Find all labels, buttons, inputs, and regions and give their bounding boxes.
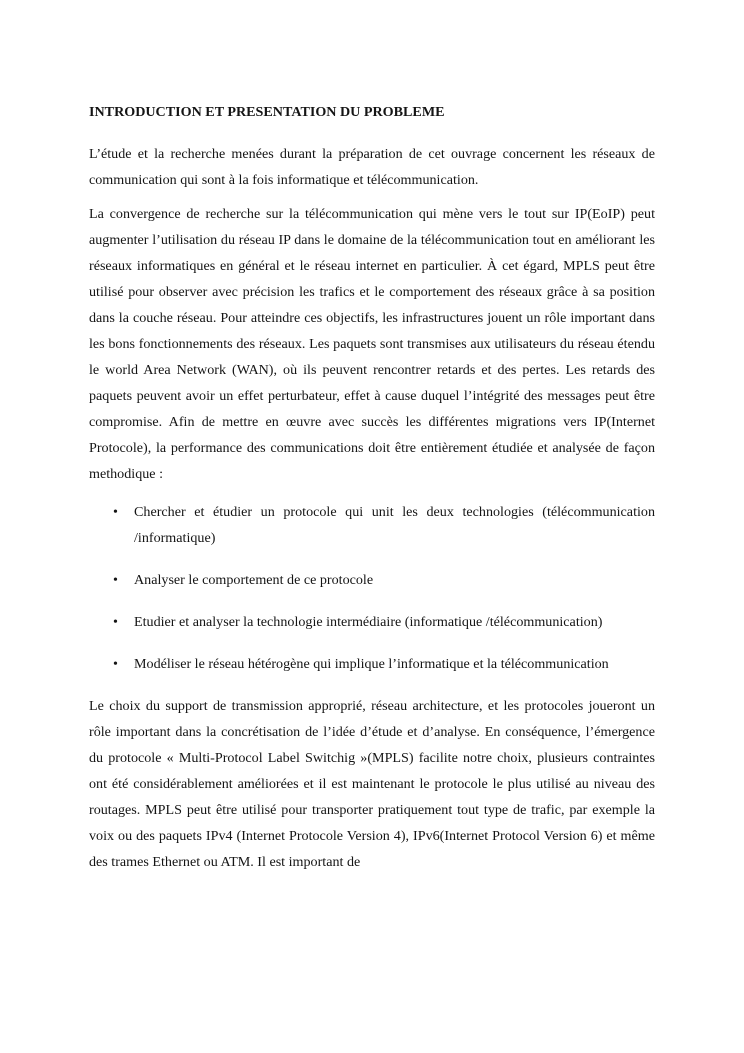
section-heading: INTRODUCTION ET PRESENTATION DU PROBLEME (89, 104, 445, 120)
intro-paragraph: L’étude et la recherche menées durant la préparation de cet ouvrage concernent les réseaux de communication qui sont à la fois informatique et télécommunication. (89, 146, 655, 188)
bullet-dot-icon: • (113, 614, 118, 630)
list-item-text: Analyser le comportement de ce protocole (134, 572, 374, 588)
objectives-list (89, 499, 655, 677)
list-item (89, 499, 655, 551)
list-item (89, 567, 655, 593)
bullet-dot-icon: • (113, 572, 118, 588)
list-item-text: Etudier et analyser la technologie intermédiaire (informatique /télécommunication) (134, 614, 603, 630)
document-body (89, 101, 655, 883)
convergence-paragraph: La convergence de recherche sur la télécommunication qui mène vers le tout sur IP(EoIP) peut augmenter l’utilisation du réseau IP dans le domaine de la télécommunication tout en améliorant les réseaux informatiques en général et le réseau internet en particulier. À cet égard, MPLS peut être utilisé pour observer avec précision les trafics et le comportement des réseaux grâce à sa position dans la couche réseau. Pour atteindre ces objectifs, les infrastructures jouent un rôle important dans les bons fonctionnements des réseaux. Les paquets sont transmises aux utilisateurs du réseau étendu le world Area Network (WAN), où ils peuvent rencontrer retards et des pertes. Les retards des paquets peuvent avoir un effet perturbateur, effet à cause duquel l’intégrité des messages peut être compromise. Afin de mettre en œuvre avec succès les différentes migrations vers IP(Internet Protocole), la performance des communications doit être entièrement étudiée et analysée de façon methodique : (89, 206, 655, 482)
bullet-dot-icon: • (113, 656, 118, 672)
list-item-text: Modéliser le réseau hétérogène qui implique l’informatique et la télécommunication (134, 656, 609, 672)
list-item (89, 609, 655, 635)
closing-paragraph: Le choix du support de transmission approprié, réseau architecture, et les protocoles joueront un rôle important dans la concrétisation de l’idée d’étude et d’analyse. En conséquence, l’émergence du protocole « Multi-Protocol Label Switchig »(MPLS) facilite notre choix, plusieurs contraintes ont été considérablement améliorées et il est maintenant le protocole le plus utilisé au niveau des routages. MPLS peut être utilisé pour transporter pratiquement tout type de trafic, par exemple la voix ou des paquets IPv4 (Internet Protocole Version 4), IPv6(Internet Protocol Version 6) et même des trames Ethernet ou ATM. Il est important de (89, 698, 655, 870)
list-item (89, 651, 655, 677)
list-item-text: Chercher et étudier un protocole qui unit les deux technologies (télécommunication /informatique) (134, 504, 655, 546)
bullet-dot-icon: • (113, 504, 118, 520)
